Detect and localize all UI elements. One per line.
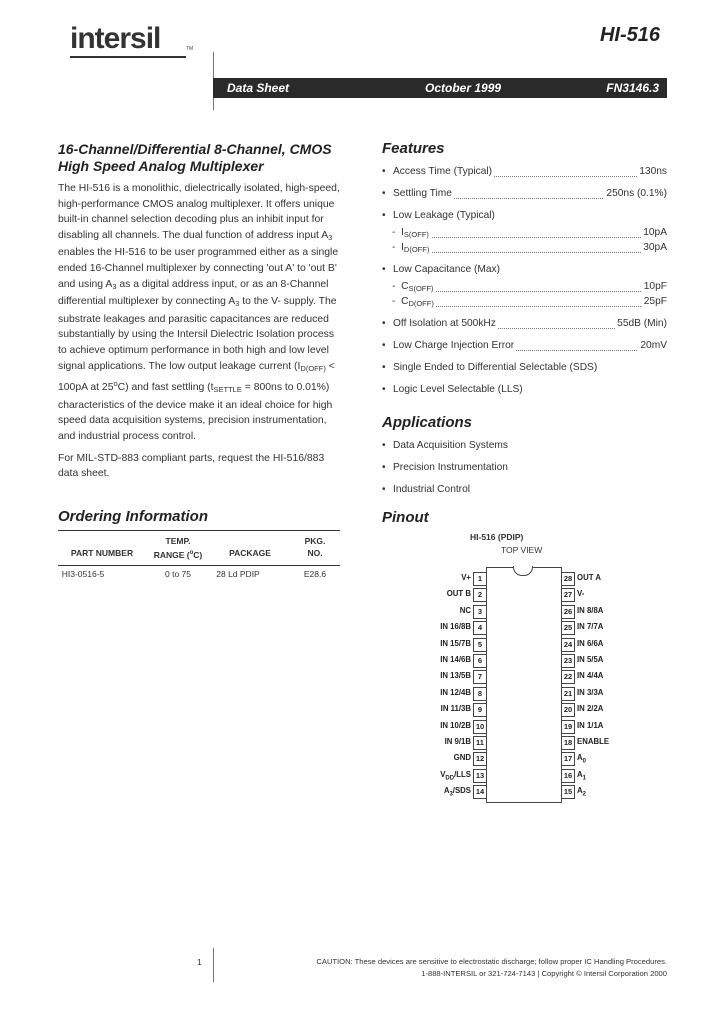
list-item [382, 318, 667, 340]
pin-number: 26 [561, 605, 575, 619]
pin-label: IN 7/7A [577, 622, 604, 632]
pin-label: IN 10/2B [440, 720, 471, 730]
ordering-table [58, 530, 340, 580]
pin-number: 24 [561, 638, 575, 652]
pin-label: IN 3/3A [577, 687, 604, 697]
feature-label: - $I_{S(OFF)}$ [392, 227, 429, 239]
list-subitem [382, 227, 667, 242]
pin-number: 4 [473, 621, 487, 635]
pin-number: 20 [561, 703, 575, 717]
bullet-icon: • [382, 484, 386, 495]
table-header [58, 531, 340, 565]
pin-label: IN 12/4B [440, 687, 471, 697]
feature-label: Low Capacitance (Max) [393, 264, 501, 275]
pin-number: 21 [561, 687, 575, 701]
feature-value: 30pA [643, 242, 667, 253]
bullet-icon: • [382, 210, 386, 221]
pin-label: IN 1/1A [577, 720, 604, 730]
list-item [382, 340, 667, 362]
page-number: 1 [197, 957, 202, 967]
pin-number: 14 [473, 785, 487, 799]
pin-label: IN 5/5A [577, 655, 604, 664]
table-row [58, 566, 340, 580]
pinout-subtitle: TOP VIEW [501, 545, 543, 555]
list-item [382, 166, 667, 188]
doc-date: October 1999 [425, 81, 502, 95]
feature-label: Settling Time [393, 188, 452, 199]
pin-label: $A_1$ [577, 769, 586, 782]
pin-number: 3 [473, 605, 487, 619]
applications-list [382, 440, 632, 506]
pin-number: 6 [473, 654, 487, 668]
application-label: Industrial Control [393, 484, 471, 495]
pin-label: IN 11/3B [440, 704, 471, 714]
bullet-icon: • [382, 340, 386, 351]
cell-temp: 0 to 75 [165, 569, 191, 579]
pin-number: 10 [473, 720, 487, 734]
doc-number: FN3146.3 [606, 81, 659, 95]
title-line-1: 16-Channel/Differential 8-Channel, CMOS [58, 141, 332, 157]
pin-label: V- [577, 589, 585, 599]
bullet-icon: • [382, 384, 386, 395]
pin-number: 15 [561, 785, 575, 799]
pin-number: 2 [473, 588, 487, 602]
feature-value: 25pF [643, 296, 667, 307]
logo-trademark: TM [186, 46, 194, 52]
pin-label: IN 6/6A [577, 638, 604, 648]
pin-number: 25 [561, 621, 575, 635]
description-paragraph: The HI-516 is a monolithic, dielectrically isolated, high-speed, high-performance CMOS analog multiplexer. It offers unique built-in channel selection decoding plus an inhibit input for disabling all channels. The dual function of address input $A_3$ enables the HI-516 to be user programmed either as a single ended 16-Channel multiplexer by connecting 'out A' to 'out B' and using $A_3$ as a digital address input, or as an 8-Channel differential multiplexer by connecting $A_3$ to the V- supply. The substrate leakages and parasitic capacitances are reduced substantially by using the Intersil Dielectric Isolation process to achieve optimum performance in both high and low level signal applications. The low output leakage current ($I_{D(OFF)} < 100pA$ at 25$^o$C) and fast settling ($t_{SETTLE} = 800ns$ to 0.01%) characteristics of the device make it an ideal choice for high speed data acquisition systems, precision instrumentation, and industrial process control. [58, 183, 340, 442]
list-subitem [382, 281, 667, 296]
intersil-logo: intersil [70, 22, 161, 55]
bullet-icon: • [382, 440, 386, 451]
caution-text: CAUTION: These devices are sensitive to electrostatic discharge; follow proper IC Handling Procedures. [316, 957, 667, 966]
footer-caution [284, 956, 667, 980]
pin-number: 17 [561, 752, 575, 766]
pin-label: OUT A [577, 573, 601, 582]
feature-value: 55dB (Min) [617, 318, 667, 329]
features-heading: Features [382, 140, 445, 157]
cell-part: HI3-0516-5 [61, 569, 105, 579]
features-list [382, 166, 667, 406]
pin-number: 19 [561, 720, 575, 734]
bullet-icon: • [382, 264, 386, 275]
pin-number: 23 [561, 654, 575, 668]
feature-value: 10pA [643, 227, 667, 238]
pin-number: 12 [473, 752, 487, 766]
pin-number: 28 [561, 572, 575, 586]
feature-value: 130ns [639, 166, 667, 177]
feature-label: Low Charge Injection Error [393, 340, 515, 351]
col-pkg-no: PKG. NO. [304, 536, 326, 558]
feature-label: - $C_{D(OFF)}$ [392, 296, 434, 308]
col-temp: TEMP. RANGE ($^o$C) [153, 536, 203, 560]
title-line-2: High Speed Analog Multiplexer [58, 158, 264, 174]
bullet-icon: • [382, 188, 386, 199]
pinout-heading: Pinout [382, 509, 429, 526]
feature-label: - $C_{S(OFF)}$ [392, 281, 434, 293]
leader-dots [404, 231, 667, 238]
pin-label: IN 4/4A [577, 671, 604, 681]
pin-label: IN 15/7B [440, 638, 471, 648]
logo-underline [70, 56, 186, 58]
description [58, 181, 340, 488]
list-subitem [382, 242, 667, 264]
bullet-icon: • [382, 166, 386, 177]
pin-label: IN 8/8A [577, 605, 604, 615]
col-part-number: PART NUMBER [70, 548, 134, 558]
bullet-icon: • [382, 362, 386, 373]
feature-value: 250ns (0.1%) [606, 188, 667, 199]
pin-label: NC [459, 605, 471, 615]
pin-number: 13 [473, 769, 487, 783]
cell-package: 28 Ld PDIP [216, 569, 260, 579]
list-item [382, 210, 667, 227]
pin-label: ENABLE [577, 737, 610, 746]
feature-label: Access Time (Typical) [393, 166, 493, 177]
leader-dots [404, 285, 667, 292]
pin-number: 8 [473, 687, 487, 701]
mil-std-paragraph: For MIL-STD-883 compliant parts, request the HI-516/883 data sheet. [58, 452, 325, 480]
pin-label: $A_3$/SDS [443, 786, 471, 798]
feature-label: Off Isolation at 500kHz [393, 318, 496, 329]
bullet-icon: • [382, 462, 386, 473]
pin-number: 1 [473, 572, 487, 586]
bullet-icon: • [382, 318, 386, 329]
pin-label: GND [453, 753, 471, 763]
list-subitem [382, 296, 667, 318]
part-number: HI-516 [599, 24, 660, 46]
pin-label: IN 16/8B [440, 622, 471, 632]
pin-number: 7 [473, 670, 487, 684]
applications-heading: Applications [382, 414, 473, 431]
col-package: PACKAGE [229, 548, 271, 558]
pin-label: IN 13/5B [440, 671, 471, 681]
feature-value: 10pF [643, 281, 667, 292]
application-label: Precision Instrumentation [393, 462, 508, 473]
ic-package-body [486, 567, 562, 803]
list-item [382, 384, 667, 406]
feature-value: 20mV [640, 340, 667, 351]
pin-number: 22 [561, 670, 575, 684]
leader-dots [404, 300, 667, 307]
footer-divider [213, 948, 214, 982]
feature-label: Single Ended to Differential Selectable (SDS) [393, 362, 598, 373]
pin-number: 27 [561, 588, 575, 602]
pin-label: IN 14/6B [440, 655, 471, 664]
doc-type: Data Sheet [227, 81, 290, 95]
pin-number: 9 [473, 703, 487, 717]
list-item [382, 462, 632, 484]
pin-number: 11 [473, 736, 487, 750]
application-label: Data Acquisition Systems [393, 440, 508, 451]
pin-label: $V_{DD}$/LLS [440, 769, 471, 782]
pin-number: 18 [561, 736, 575, 750]
list-item [382, 484, 632, 506]
pinout-title: HI-516 (PDIP) [470, 532, 524, 542]
pin-label: OUT B [446, 589, 471, 599]
pin-label: $A_0$ [577, 753, 586, 765]
header-bar [213, 78, 667, 98]
pin-number: 5 [473, 638, 487, 652]
list-item [382, 440, 632, 462]
feature-label: Low Leakage (Typical) [393, 210, 495, 221]
list-item [382, 264, 667, 281]
feature-label: Logic Level Selectable (LLS) [393, 384, 523, 395]
pin-number: 16 [561, 769, 575, 783]
contact-copyright: 1-888-INTERSIL or 321-724-7143 | Copyright © Intersil Corporation 2000 [421, 969, 667, 978]
ordering-heading: Ordering Information [58, 508, 208, 525]
pin-label: $A_2$ [577, 786, 586, 798]
pin-label: IN 9/1B [444, 737, 471, 746]
list-item [382, 362, 667, 384]
leader-dots [404, 246, 667, 253]
page-title [58, 141, 348, 175]
pin-label: V+ [461, 573, 471, 582]
feature-label: - $I_{D(OFF)}$ [392, 242, 430, 254]
list-item [382, 188, 667, 210]
cell-pkg: E28.6 [303, 569, 327, 579]
pin-label: IN 2/2A [577, 704, 604, 714]
